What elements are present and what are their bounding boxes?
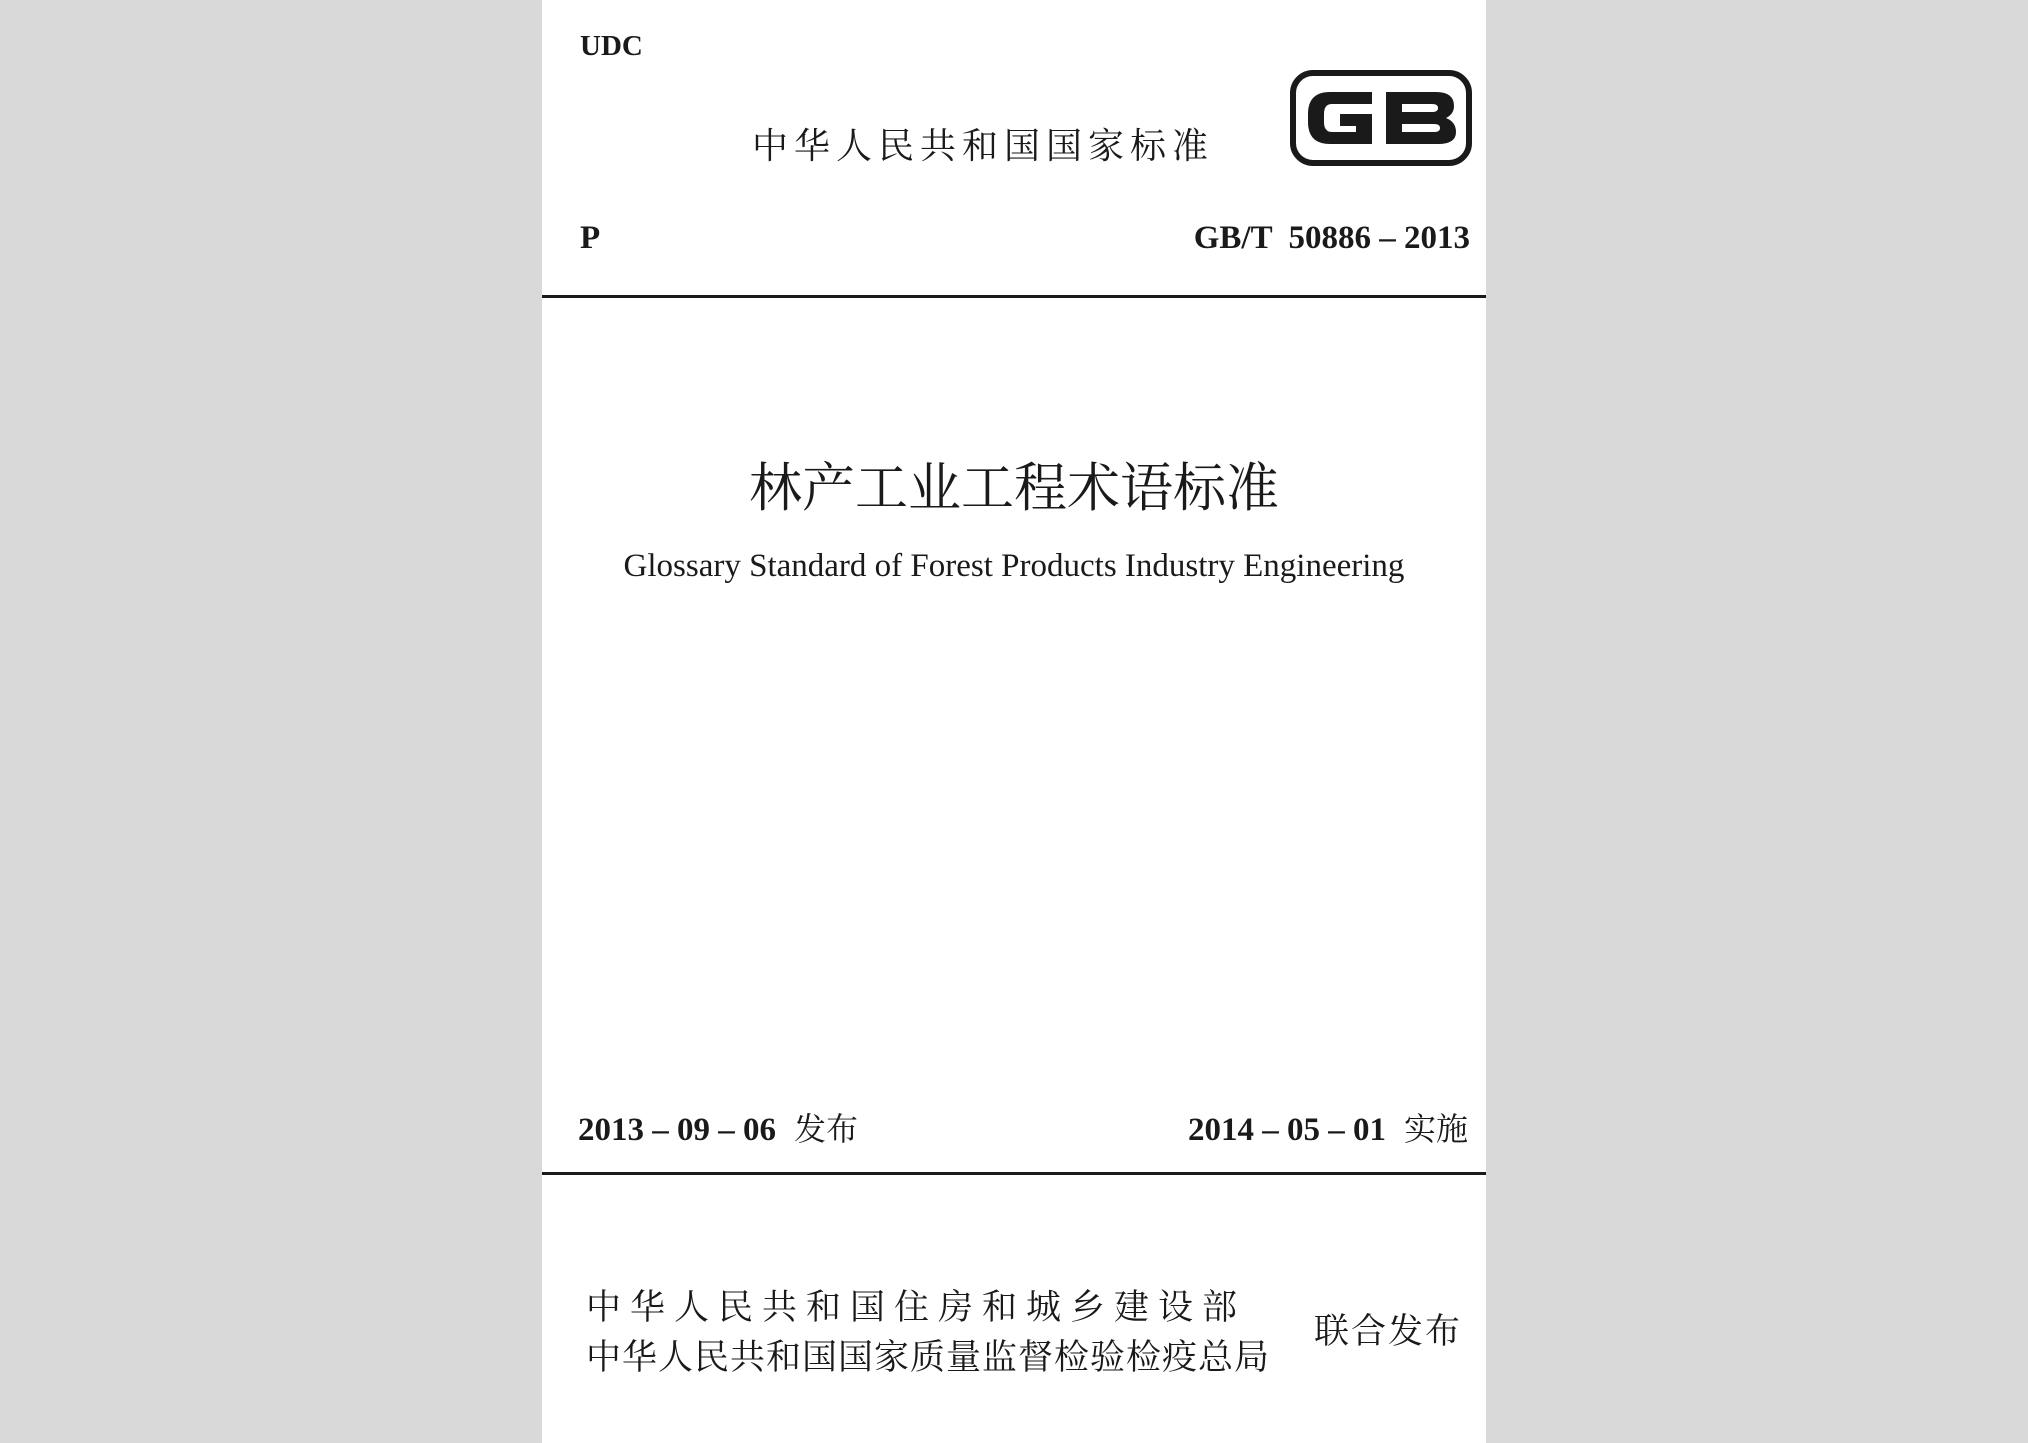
publish-date: 2013 – 09 – 06 (578, 1112, 776, 1148)
classification-code: P (580, 220, 601, 256)
publisher-aqsiq: 中华人民共和国国家质量监督检验检疫总局 (586, 1338, 1271, 1378)
joint-publish-label: 联合发布 (1314, 1312, 1463, 1352)
national-standard-heading: 中华人民共和国国家标准 (752, 126, 1215, 167)
udc-label: UDC (580, 30, 643, 62)
gb-logo-icon (1290, 70, 1472, 166)
publish-label: 发布 (794, 1110, 859, 1148)
standard-number: GB/T 50886 – 2013 (1193, 220, 1470, 256)
title-english: Glossary Standard of Forest Products Industry Engineering (623, 548, 1405, 584)
implement-date-line (1188, 1104, 1468, 1150)
implement-date: 2014 – 05 – 01 (1187, 1112, 1386, 1148)
title-chinese: 林产工业工程术语标准 (749, 458, 1279, 519)
implement-label: 实施 (1403, 1110, 1468, 1148)
standard-cover-page (542, 0, 1486, 1443)
publisher-ministry-housing: 中华人民共和国住房和城乡建设部 (586, 1288, 1247, 1328)
publish-date-line (578, 1104, 858, 1150)
bottom-divider (542, 1172, 1486, 1175)
top-divider (542, 295, 1486, 298)
